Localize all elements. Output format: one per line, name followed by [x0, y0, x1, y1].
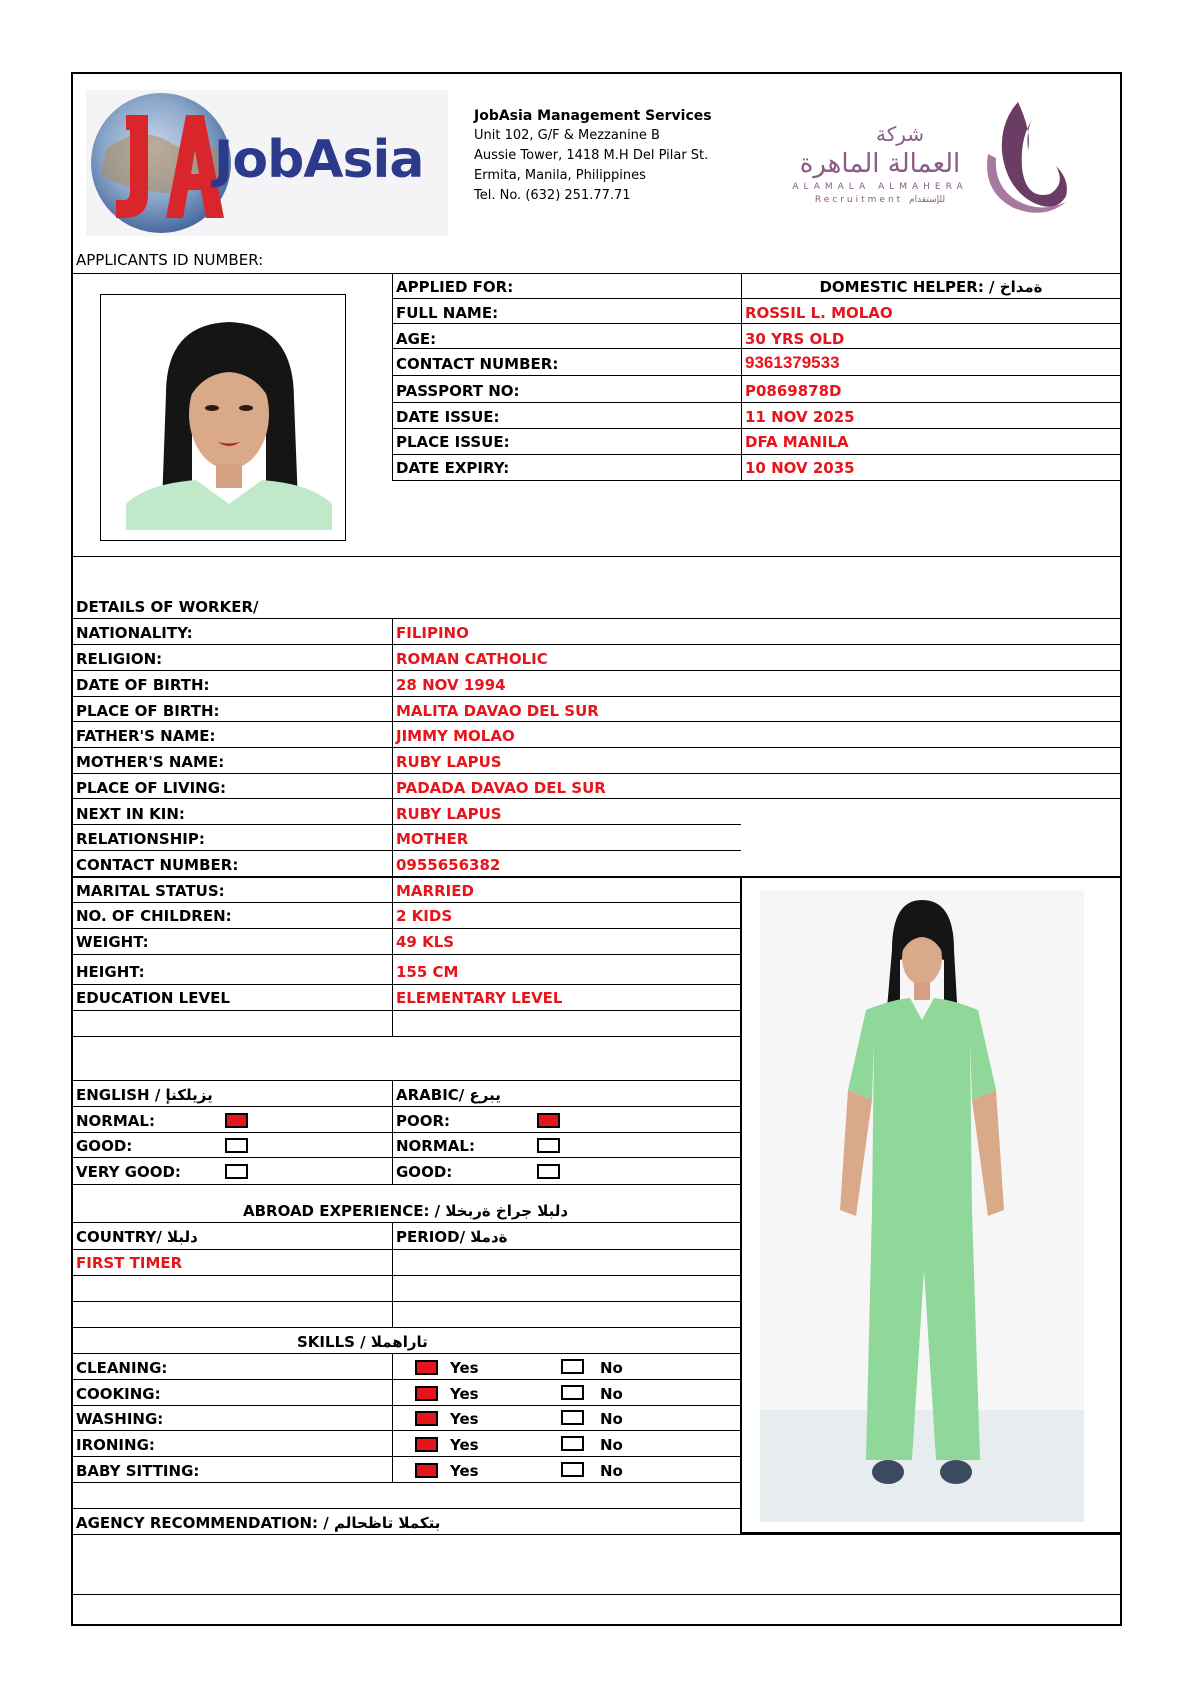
english-heading: ENGLISH / يزيلكنإ — [76, 1086, 213, 1104]
full-name-value: ROSSIL L. MOLAO — [745, 304, 893, 322]
contact-number-label: CONTACT NUMBER: — [396, 355, 559, 373]
skill-cleaning-yes-checkbox[interactable] — [415, 1360, 438, 1375]
arabic-poor-label: POOR: — [396, 1112, 451, 1130]
passport-no-label: PASSPORT NO: — [396, 382, 520, 400]
skill-cooking-yes-label: Yes — [450, 1385, 479, 1403]
fathers-name-value: JIMMY MOLAO — [396, 727, 515, 745]
skill-cooking-label: COOKING: — [76, 1385, 161, 1403]
religion-label: RELIGION: — [76, 650, 163, 668]
skill-ironing-yes-checkbox[interactable] — [415, 1437, 438, 1452]
arabic-normal-label: NORMAL: — [396, 1137, 475, 1155]
contact-number-value: 9361379533 — [745, 353, 840, 372]
skill-cooking-no-checkbox[interactable] — [561, 1385, 584, 1400]
skill-cleaning-yes-label: Yes — [450, 1359, 479, 1377]
nationality-label: NATIONALITY: — [76, 624, 193, 642]
country-value: FIRST TIMER — [76, 1254, 183, 1272]
skill-washing-yes-checkbox[interactable] — [415, 1411, 438, 1426]
place-of-birth-label: PLACE OF BIRTH: — [76, 702, 220, 720]
skill-cooking-yes-checkbox[interactable] — [415, 1386, 438, 1401]
jobasia-logo — [86, 90, 448, 236]
skill-washing-label: WASHING: — [76, 1410, 164, 1428]
skill-baby-sitting-no-label: No — [600, 1462, 623, 1480]
company-address-1: Unit 102, G/F & Mezzanine B — [474, 128, 660, 143]
applicant-id-label: APPLICANTS ID NUMBER: — [76, 251, 264, 269]
full-body-photo — [760, 890, 1084, 1522]
skill-baby-sitting-yes-label: Yes — [450, 1462, 479, 1480]
place-of-living-label: PLACE OF LIVING: — [76, 779, 227, 797]
fathers-name-label: FATHER'S NAME: — [76, 727, 216, 745]
english-very-good-label: VERY GOOD: — [76, 1163, 181, 1181]
arabic-good-checkbox[interactable] — [537, 1164, 560, 1179]
head-photo — [126, 304, 332, 530]
skill-washing-no-label: No — [600, 1410, 623, 1428]
skill-washing-yes-label: Yes — [450, 1410, 479, 1428]
mothers-name-label: MOTHER'S NAME: — [76, 753, 225, 771]
weight-value: 49 KLS — [396, 933, 455, 951]
relationship-label: RELATIONSHIP: — [76, 830, 205, 848]
nationality-value: FILIPINO — [396, 624, 469, 642]
no-of-children-value: 2 KIDS — [396, 907, 453, 925]
details-heading: DETAILS OF WORKER/ — [76, 598, 259, 616]
weight-label: WEIGHT: — [76, 933, 149, 951]
company-name: JobAsia Management Services — [474, 108, 712, 124]
kin-contact-number-label: CONTACT NUMBER: — [76, 856, 239, 874]
english-good-checkbox[interactable] — [225, 1138, 248, 1153]
next-in-kin-value: RUBY LAPUS — [396, 805, 502, 823]
religion-value: ROMAN CATHOLIC — [396, 650, 548, 668]
marital-status-value: MARRIED — [396, 882, 474, 900]
company-phone: Tel. No. (632) 251.77.71 — [474, 188, 631, 203]
english-normal-checkbox[interactable] — [225, 1113, 248, 1128]
partner-sub: Recruitment للإستقدام — [814, 195, 946, 205]
skill-baby-sitting-no-checkbox[interactable] — [561, 1462, 584, 1477]
arabic-normal-checkbox[interactable] — [537, 1138, 560, 1153]
skill-ironing-no-checkbox[interactable] — [561, 1436, 584, 1451]
partner-arabic-1: شركة — [875, 122, 925, 146]
partner-logo — [770, 92, 1070, 222]
date-expiry-value: 10 NOV 2035 — [745, 459, 855, 477]
height-label: HEIGHT: — [76, 963, 145, 981]
arabic-poor-checkbox[interactable] — [537, 1113, 560, 1128]
skill-cooking-no-label: No — [600, 1385, 623, 1403]
place-issue-label: PLACE ISSUE: — [396, 433, 510, 451]
english-very-good-checkbox[interactable] — [225, 1164, 248, 1179]
next-in-kin-label: NEXT IN KIN: — [76, 805, 185, 823]
skill-cleaning-no-checkbox[interactable] — [561, 1359, 584, 1374]
agency-recommendation-label: AGENCY RECOMMENDATION: / بتكملا تاظحالم — [76, 1514, 441, 1532]
company-address-3: Ermita, Manila, Philippines — [474, 168, 646, 183]
english-good-label: GOOD: — [76, 1137, 133, 1155]
skills-heading: SKILLS / تاراهملا — [297, 1333, 428, 1351]
age-value: 30 YRS OLD — [745, 330, 845, 348]
no-of-children-label: NO. OF CHILDREN: — [76, 907, 232, 925]
marital-status-label: MARITAL STATUS: — [76, 882, 225, 900]
english-normal-label: NORMAL: — [76, 1112, 155, 1130]
abroad-heading: ABROAD EXPERIENCE: / دلبلا جراخ ةربخلا — [243, 1202, 569, 1220]
full-name-label: FULL NAME: — [396, 304, 499, 322]
mothers-name-value: RUBY LAPUS — [396, 753, 502, 771]
skill-baby-sitting-label: BABY SITTING: — [76, 1462, 200, 1480]
date-of-birth-label: DATE OF BIRTH: — [76, 676, 210, 694]
partner-latin: ALAMALA ALMAHERA — [792, 182, 968, 192]
date-of-birth-value: 28 NOV 1994 — [396, 676, 506, 694]
place-of-living-value: PADADA DAVAO DEL SUR — [396, 779, 606, 797]
date-issue-label: DATE ISSUE: — [396, 408, 500, 426]
arabic-heading: ARABIC/ يبرع — [396, 1086, 501, 1104]
skill-baby-sitting-yes-checkbox[interactable] — [415, 1463, 438, 1478]
relationship-value: MOTHER — [396, 830, 469, 848]
applied-for-label: APPLIED FOR: — [396, 278, 514, 296]
period-label: PERIOD/ ةدملا — [396, 1228, 508, 1246]
passport-no-value: P0869878D — [745, 382, 842, 400]
partner-arabic-2: العمالة الماهرة — [799, 149, 961, 179]
country-label: COUNTRY/ دلبلا — [76, 1228, 198, 1246]
date-issue-value: 11 NOV 2025 — [745, 408, 855, 426]
jobasia-logo-text: JobAsia — [214, 130, 424, 190]
company-address-2: Aussie Tower, 1418 M.H Del Pilar St. — [474, 148, 709, 163]
skill-ironing-yes-label: Yes — [450, 1436, 479, 1454]
height-value: 155 CM — [396, 963, 459, 981]
education-level-label: EDUCATION LEVEL — [76, 989, 230, 1007]
skill-ironing-no-label: No — [600, 1436, 623, 1454]
skill-cleaning-label: CLEANING: — [76, 1359, 168, 1377]
education-level-value: ELEMENTARY LEVEL — [396, 989, 563, 1007]
arabic-good-label: GOOD: — [396, 1163, 453, 1181]
kin-contact-number-value: 0955656382 — [396, 856, 501, 874]
skill-ironing-label: IRONING: — [76, 1436, 155, 1454]
skill-cleaning-no-label: No — [600, 1359, 623, 1377]
place-of-birth-value: MALITA DAVAO DEL SUR — [396, 702, 599, 720]
place-issue-value: DFA MANILA — [745, 433, 849, 451]
applied-for-value: DOMESTIC HELPER: / ةمداخ — [819, 278, 1043, 296]
date-expiry-label: DATE EXPIRY: — [396, 459, 510, 477]
skill-washing-no-checkbox[interactable] — [561, 1410, 584, 1425]
age-label: AGE: — [396, 330, 437, 348]
